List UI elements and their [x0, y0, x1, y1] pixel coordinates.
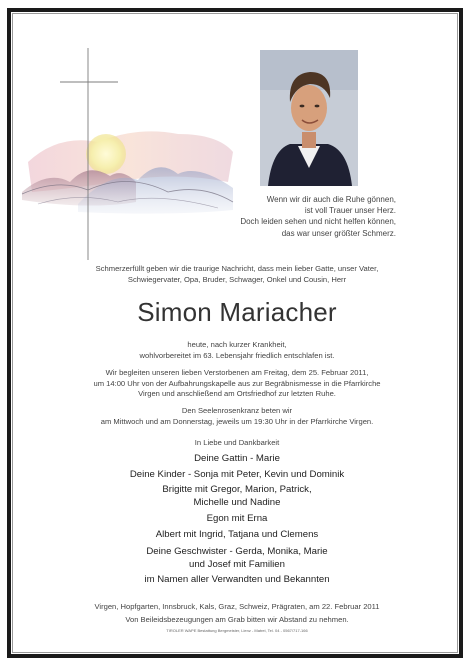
funeral-details [40, 368, 434, 400]
printer-imprint: TIROLER WAPE Bestattung Bergmeister, Lienz - Matrei, Tel. 04 - 0567/717-166 [166, 628, 308, 633]
rosary-info [40, 406, 434, 427]
mourner-line: Deine Kinder - Sonja mit Peter, Kevin und Dominik [129, 469, 345, 480]
poem-line: Wenn wir dir auch die Ruhe gönnen, [266, 195, 396, 204]
announcement-line: Schmerzerfüllt geben wir die traurige Nachricht, dass mein lieber Gatte, unser Vater, [95, 264, 379, 273]
mourner-line: und Josef mit Familien [189, 559, 285, 570]
mourner-line: Deine Geschwister - Gerda, Monika, Marie [146, 546, 328, 557]
cross-sunset-artwork [18, 42, 240, 267]
rosary-line: am Mittwoch und am Donnerstag, jeweils um 19:30 Uhr in der Pfarrkirche Virgen. [100, 416, 374, 426]
mourner-line: Michelle und Nadine [193, 497, 281, 508]
announcement-text [40, 264, 434, 285]
announcement-line: Schwiegervater, Opa, Bruder, Schwager, Onkel und Cousin, Herr [127, 274, 347, 284]
death-info-line: wohlvorbereitet im 63. Lebensjahr friedlich entschlafen ist. [139, 350, 335, 360]
funeral-line: Virgen und anschließend am Ortsfriedhof zur letzten Ruhe. [138, 389, 336, 399]
mourner-line: Albert mit Ingrid, Tatjana und Clemens [155, 529, 319, 540]
poem-line: das war unser größter Schmerz. [281, 228, 396, 238]
death-info-line: heute, nach kurzer Krankheit, [187, 340, 287, 349]
mourner-line: Egon mit Erna [206, 513, 268, 524]
funeral-line: Wir begleiten unseren lieben Verstorbenen am Freitag, dem 25. Februar 2011, [105, 368, 369, 377]
mourners-intro: In Liebe und Dankbarkeit [194, 438, 280, 447]
mourner-line: Brigitte mit Gregor, Marion, Patrick, [162, 484, 312, 495]
mourner-line: im Namen aller Verwandten und Bekannten [144, 574, 330, 585]
no-condolences-note: Von Beileidsbezeugungen am Grab bitten wir Abstand zu nehmen. [125, 615, 349, 624]
poem-line: ist voll Trauer unser Herz. [304, 206, 396, 216]
death-info [40, 340, 434, 361]
place-date: Virgen, Hopfgarten, Innsbruck, Kals, Graz, Schweiz, Prägraten, am 22. Februar 2011 [94, 602, 380, 611]
mourner-line: Deine Gattin - Marie [194, 453, 280, 464]
funeral-line: um 14:00 Uhr von der Aufbahrungskapelle aus zur Begräbnismesse in die Pfarrkirche [93, 378, 381, 388]
memorial-poem [230, 194, 396, 239]
sun-icon [86, 134, 126, 174]
deceased-name: Simon Mariacher [137, 297, 337, 327]
portrait-photo [260, 50, 358, 186]
rosary-line: Den Seelenrosenkranz beten wir [181, 406, 293, 415]
poem-line: Doch leiden sehen und nicht helfen können, [240, 217, 396, 227]
